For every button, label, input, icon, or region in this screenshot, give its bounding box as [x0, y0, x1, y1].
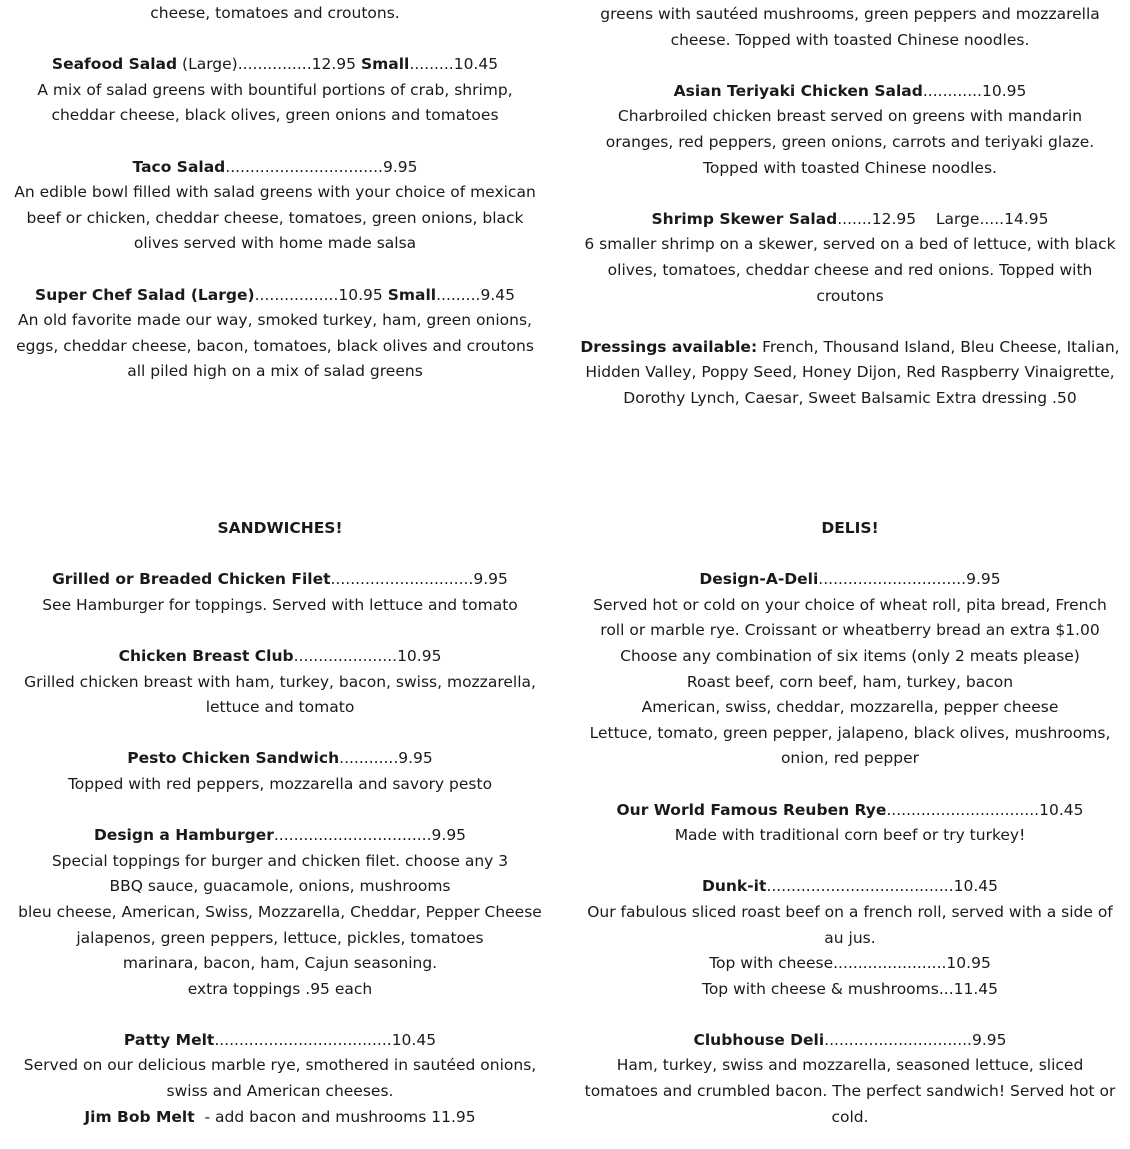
item-price: 10.95	[338, 285, 383, 304]
menu-item-pesto-chicken	[10, 746, 550, 797]
leader-dots: .......	[837, 209, 872, 228]
menu-item-seafood-salad	[10, 52, 540, 129]
item-name: Taco Salad	[132, 157, 226, 176]
leader-dots: ..............................	[824, 1030, 972, 1049]
item-name: Shrimp Skewer Salad	[651, 209, 838, 228]
item-price: 10.95	[397, 646, 442, 665]
item-description: cold.	[831, 1107, 869, 1126]
item-option: Top with cheese.......................10.95	[709, 954, 991, 973]
item-price: 9.95	[431, 826, 467, 845]
item-description: Special toppings for burger and chicken filet. choose any 3	[51, 851, 509, 870]
item-description: croutons	[816, 286, 884, 305]
item-description: Lettuce, tomato, green pepper, jalapeno, black olives, mushrooms,	[589, 723, 1111, 742]
leader-dots: ............	[922, 81, 982, 100]
item-price: 10.95	[981, 81, 1027, 100]
item-description: all piled high on a mix of salad greens	[127, 362, 423, 381]
item-description: - add bacon and mushrooms 11.95	[194, 1107, 476, 1126]
dressings-label: Dressings available:	[580, 337, 758, 356]
menu-item-super-chef-salad	[10, 283, 540, 385]
item-name: Jim Bob Melt	[84, 1107, 195, 1126]
item-description: Roast beef, corn beef, ham, turkey, bacon	[686, 672, 1014, 691]
leader-dots: ............	[339, 749, 399, 768]
item-description: Topped with red peppers, mozzarella and savory pesto	[67, 774, 493, 793]
leader-dots: .............................	[330, 570, 474, 589]
leader-dots: ...............	[237, 55, 312, 74]
item-description: See Hamburger for toppings. Served with lettuce and tomato	[42, 595, 518, 614]
leader-dots: .................	[254, 285, 339, 304]
item-description: jalapenos, green peppers, lettuce, pickles, tomatoes	[76, 928, 484, 947]
menu-item-shrimp-skewer-salad	[580, 207, 1120, 309]
item-price: 12.95	[871, 209, 917, 228]
menu-item-jim-bob-melt	[10, 1105, 550, 1131]
dressings-list: Hidden Valley, Poppy Seed, Honey Dijon, Red Raspberry Vinaigrette,	[585, 363, 1115, 382]
item-price: 9.95	[971, 1030, 1007, 1049]
item-price-small: 9.45	[480, 285, 515, 304]
leader-dots: ................................	[273, 826, 432, 845]
item-price: 10.45	[1039, 800, 1084, 819]
item-price-large: 14.95	[1004, 209, 1049, 228]
menu-item-chicken-breast-club	[10, 644, 550, 721]
leader-dots: .........	[409, 55, 454, 74]
leader-dots: ....................................	[214, 1030, 392, 1049]
leader-dots: .....................	[293, 646, 398, 665]
item-description: lettuce and tomato	[205, 698, 355, 717]
item-description: olives, tomatoes, cheddar cheese and red onions. Topped with	[607, 260, 1093, 279]
small-label: Small	[387, 285, 437, 304]
menu-item-chicken-filet	[10, 567, 550, 618]
item-price: 9.95	[398, 749, 433, 768]
item-name: Design a Hamburger	[93, 826, 274, 845]
item-name: Our World Famous Reuben Rye	[616, 800, 887, 819]
menu-item-dunk-it	[580, 874, 1120, 1002]
item-name: Clubhouse Deli	[693, 1030, 825, 1049]
small-label: Small	[360, 55, 410, 74]
leader-dots: ................................	[225, 157, 383, 176]
dressings-list: Dorothy Lynch, Caesar, Sweet Balsamic Extra dressing .50	[623, 388, 1077, 407]
item-description: Topped with toasted Chinese noodles.	[703, 158, 997, 177]
item-price: 12.95	[311, 55, 357, 74]
item-name: Patty Melt	[123, 1030, 215, 1049]
item-description: swiss and American cheeses.	[166, 1082, 394, 1101]
leader-dots: ..............................	[818, 570, 967, 589]
item-description: An old favorite made our way, smoked turkey, ham, green onions,	[18, 311, 532, 330]
section-heading-sandwiches: SANDWICHES!	[217, 519, 343, 537]
item-description: 6 smaller shrimp on a skewer, served on a bed of lettuce, with black	[584, 235, 1116, 254]
large-label: Large	[935, 209, 980, 228]
item-description: marinara, bacon, ham, Cajun seasoning.	[122, 954, 438, 973]
item-description: au jus.	[824, 928, 876, 947]
item-description: eggs, cheddar cheese, bacon, tomatoes, black olives and croutons	[16, 336, 534, 355]
menu-item-design-a-deli	[580, 567, 1120, 772]
item-description: Grilled chicken breast with ham, turkey, bacon, swiss, mozzarella,	[24, 672, 536, 691]
salad-continuation-line: cheese, tomatoes and croutons.	[150, 4, 400, 22]
item-description: roll or marble rye. Croissant or wheatberry bread an extra $1.00	[600, 621, 1100, 640]
item-price: 10.45	[953, 877, 998, 896]
dressings-section	[580, 335, 1120, 412]
item-description: tomatoes and crumbled bacon. The perfect sandwich! Served hot or	[584, 1082, 1116, 1101]
leader-dots: .....	[979, 209, 1005, 228]
menu-item-reuben-rye	[580, 798, 1120, 849]
item-description: American, swiss, cheddar, mozzarella, pepper cheese	[641, 698, 1059, 717]
item-name: Dunk-it	[701, 877, 767, 896]
sandwiches-column	[10, 516, 550, 1130]
item-description: onion, red pepper	[780, 749, 920, 768]
item-price: 9.95	[473, 570, 508, 589]
item-description: Charbroiled chicken breast served on greens with mandarin	[617, 107, 1083, 126]
menu-item-asian-teriyaki-salad	[580, 79, 1120, 181]
item-description: Served on our delicious marble rye, smothered in sautéed onions,	[23, 1056, 537, 1075]
menu-item-taco-salad	[10, 155, 540, 257]
item-description: oranges, red peppers, green onions, carrots and teriyaki glaze.	[605, 132, 1095, 151]
item-description: bleu cheese, American, Swiss, Mozzarella, Cheddar, Pepper Cheese	[18, 902, 542, 921]
item-description: A mix of salad greens with bountiful portions of crab, shrimp,	[37, 80, 513, 99]
item-description: Our fabulous sliced roast beef on a french roll, served with a side of	[587, 902, 1113, 921]
item-description: Ham, turkey, swiss and mozzarella, seasoned lettuce, sliced	[616, 1056, 1084, 1075]
item-option: Top with cheese & mushrooms...11.45	[701, 979, 998, 998]
item-description: Choose any combination of six items (only 2 meats please)	[620, 646, 1080, 665]
menu-item-patty-melt	[10, 1028, 550, 1105]
delis-column	[580, 516, 1120, 1130]
item-size: (Large)	[177, 55, 238, 74]
leader-dots: ......................................	[766, 877, 954, 896]
section-heading-delis: DELIS!	[821, 519, 879, 537]
item-description: An edible bowl filled with salad greens with your choice of mexican	[14, 183, 536, 202]
item-description: Made with traditional corn beef or try turkey!	[674, 826, 1026, 845]
item-price: 10.45	[391, 1030, 437, 1049]
menu-item-clubhouse-deli	[580, 1028, 1120, 1130]
item-description: BBQ sauce, guacamole, onions, mushrooms	[109, 877, 451, 896]
leader-dots: ...............................	[886, 800, 1040, 819]
item-description: extra toppings .95 each	[187, 979, 373, 998]
salad-continuation-line: cheese. Topped with toasted Chinese noodles.	[670, 30, 1030, 49]
item-price: 9.95	[382, 157, 418, 176]
salads-left-column	[10, 1, 540, 385]
item-price: 9.95	[966, 570, 1001, 589]
menu-item-design-hamburger	[10, 823, 550, 1002]
item-description: Served hot or cold on your choice of wheat roll, pita bread, French	[593, 595, 1107, 614]
salad-continuation-line: greens with sautéed mushrooms, green peppers and mozzarella	[600, 5, 1100, 23]
item-name: Design-A-Deli	[699, 570, 819, 589]
item-name: Grilled or Breaded Chicken Filet	[52, 570, 331, 589]
item-name: Seafood Salad	[51, 55, 178, 74]
item-name: Chicken Breast Club	[118, 646, 294, 665]
item-description: beef or chicken, cheddar cheese, tomatoes, green onions, black	[26, 208, 524, 227]
item-name: Asian Teriyaki Chicken Salad	[673, 81, 923, 100]
salads-right-column	[580, 2, 1120, 412]
dressings-list: French, Thousand Island, Bleu Cheese, Italian,	[757, 337, 1120, 356]
item-price-small: 10.45	[453, 55, 499, 74]
item-name: Super Chef Salad (Large)	[35, 285, 255, 304]
item-description: olives served with home made salsa	[133, 234, 417, 253]
leader-dots: .........	[436, 285, 481, 304]
item-name: Pesto Chicken Sandwich	[127, 749, 340, 768]
item-description: cheddar cheese, black olives, green onions and tomatoes	[51, 106, 499, 125]
